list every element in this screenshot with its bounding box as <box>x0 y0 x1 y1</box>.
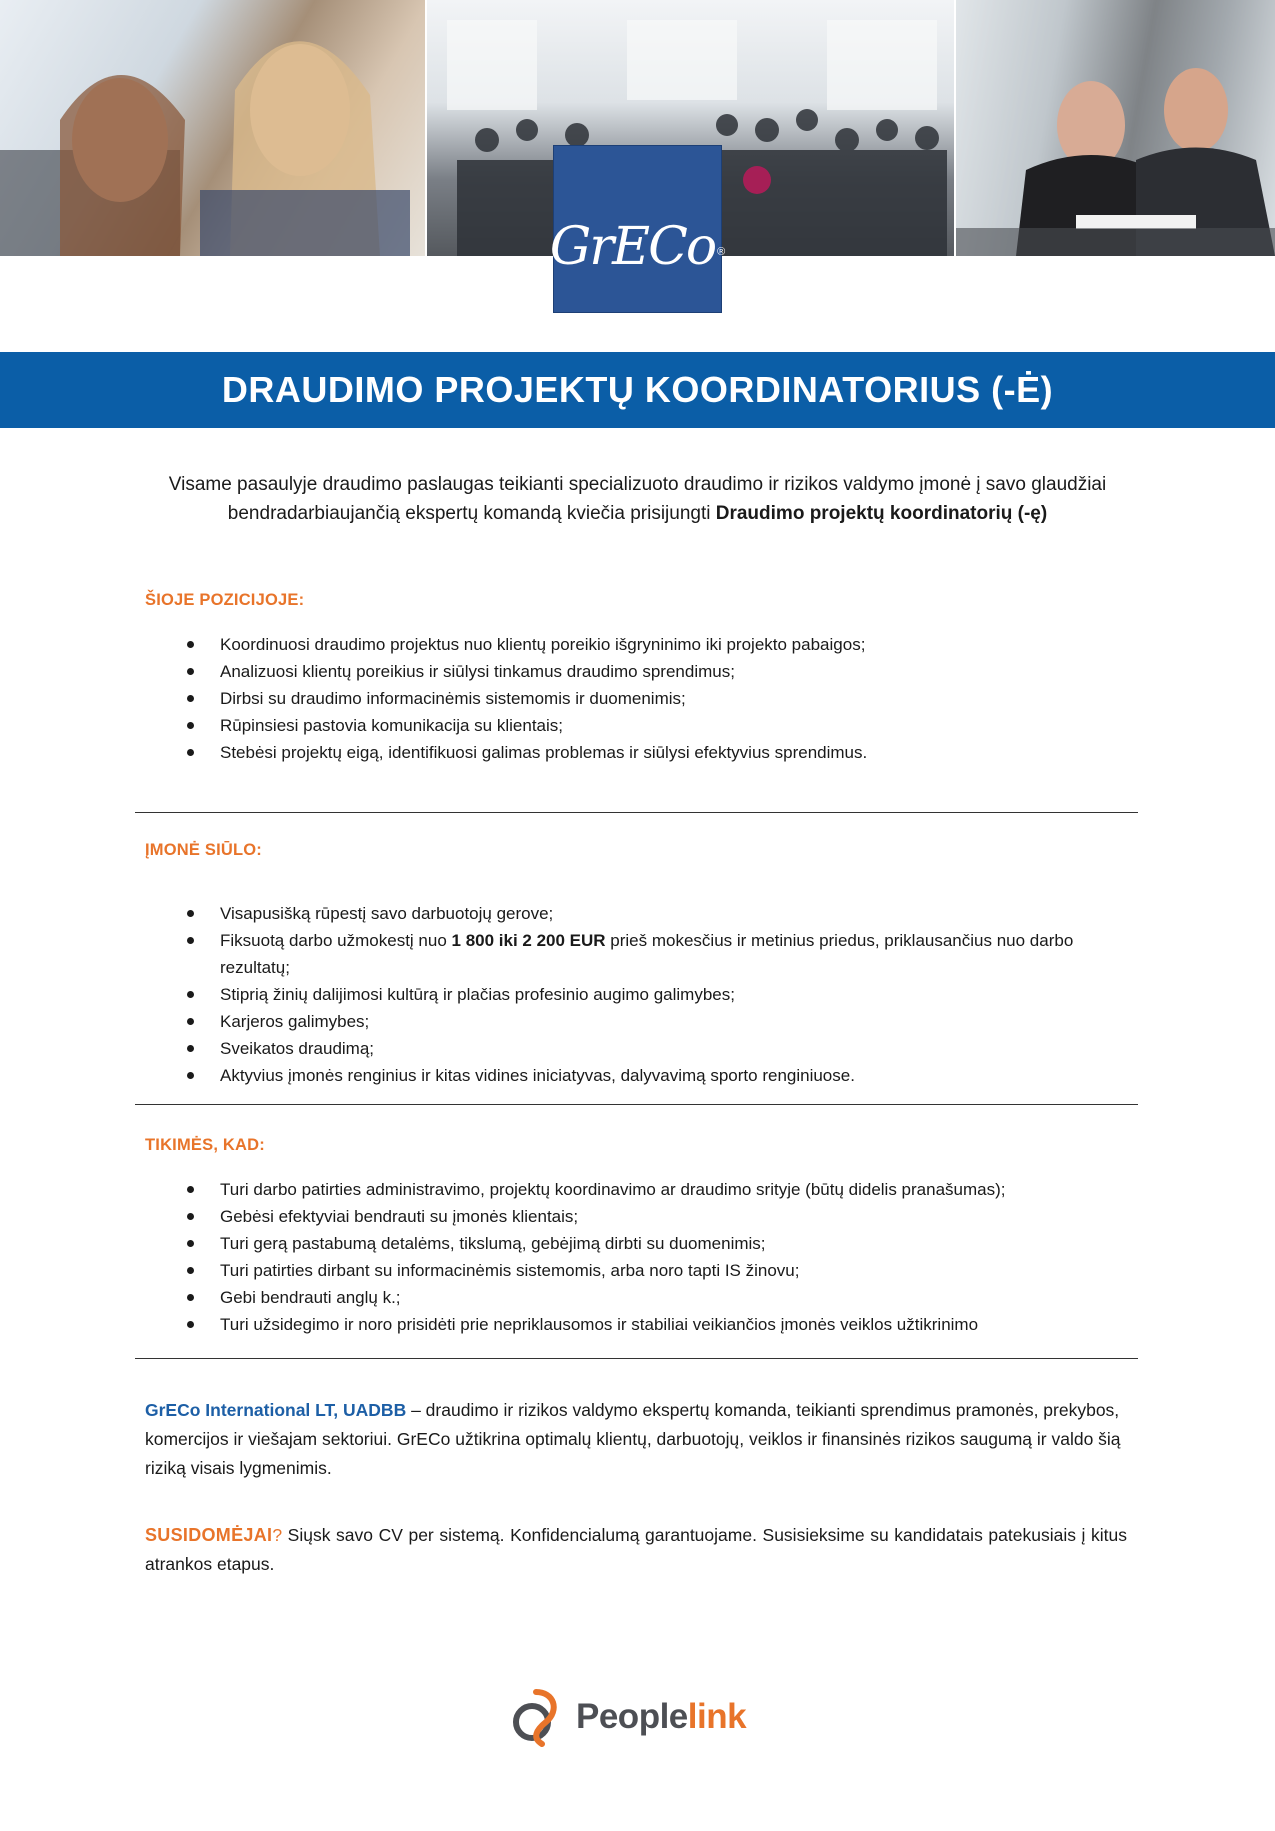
photo-two-women-at-computer <box>0 0 425 256</box>
section-heading-position: ŠIOJE POZICIJOJE: <box>145 591 305 609</box>
cta-highlight: SUSIDOMĖJAI <box>145 1525 273 1545</box>
list-item: Gebėsi efektyviai bendrauti su įmonės klientais; <box>145 1203 1130 1230</box>
divider <box>135 1104 1138 1105</box>
position-list <box>145 631 1130 766</box>
list-item: Stiprią žinių dalijimosi kultūrą ir plačias profesinio augimo galimybes; <box>145 981 1130 1008</box>
list-item: Turi darbo patirties administravimo, projektų koordinavimo ar draudimo srityje (būtų didelis pranašumas); <box>145 1176 1130 1203</box>
salary-text-before: Fiksuotą darbo užmokestį nuo <box>220 931 452 950</box>
section-heading-expect: TIKIMĖS, KAD: <box>145 1136 265 1154</box>
list-item: Aktyvius įmonės renginius ir kitas vidines iniciatyvas, dalyvavimą sporto renginiuose. <box>145 1062 1130 1089</box>
list-item: Karjeros galimybes; <box>145 1008 1130 1035</box>
list-item: Analizuosi klientų poreikius ir siūlysi tinkamus draudimo sprendimus; <box>145 658 1130 685</box>
list-item: Turi gerą pastabumą detalėms, tikslumą, gebėjimą dirbti su duomenimis; <box>145 1230 1130 1257</box>
divider <box>135 1358 1138 1359</box>
peoplelink-wordmark <box>576 1697 746 1737</box>
list-item: Dirbsi su draudimo informacinėmis sistemomis ir duomenimis; <box>145 685 1130 712</box>
intro-paragraph <box>120 470 1155 528</box>
peoplelink-mark-icon <box>506 1686 568 1748</box>
list-item <box>145 927 1130 981</box>
greco-logo-text: GrECo <box>549 217 716 277</box>
divider <box>135 812 1138 813</box>
cta-question-mark: ? <box>272 1525 283 1545</box>
registered-mark-icon: ® <box>717 246 726 258</box>
list-item: Visapusišką rūpestį savo darbuotojų gerove; <box>145 900 1130 927</box>
section-heading-offer: ĮMONĖ SIŪLO: <box>145 841 262 859</box>
company-description <box>145 1396 1127 1483</box>
call-to-action <box>145 1521 1127 1579</box>
list-item: Turi užsidegimo ir noro prisidėti prie nepriklausomos ir stabiliai veikiančios įmonės veiklos užtikrinimo <box>145 1311 1130 1338</box>
section-offer <box>145 841 1130 1089</box>
list-item: Turi patirties dirbant su informacinėmis sistemomis, arba noro tapti IS žinovu; <box>145 1257 1130 1284</box>
cta-text: Siųsk savo CV per sistemą. Konfidencialumą garantuojame. Susisieksime su kandidatais patekusiais į kitus atrankos etapus. <box>145 1525 1127 1574</box>
list-item: Sveikatos draudimą; <box>145 1035 1130 1062</box>
title-band <box>0 352 1275 428</box>
section-expect <box>145 1136 1130 1338</box>
brand-part-people: People <box>576 1697 688 1736</box>
expect-list <box>145 1176 1130 1338</box>
intro-position-name: Draudimo projektų koordinatorių (-ę) <box>715 503 1048 524</box>
company-text: – draudimo ir rizikos valdymo ekspertų komanda, teikianti sprendimus pramonės, prekybos, komercijos ir viešajam sektoriui. GrECo užtikrina optimalų klientų, darbuotojų, veiklos ir finansinės rizikos saugumą ir valdo šią riziką visais lygmenimis. <box>145 1400 1121 1478</box>
list-item: Stebėsi projektų eigą, identifikuosi galimas problemas ir siūlysi efektyvius sprendimus. <box>145 739 1130 766</box>
greco-logo <box>549 145 726 313</box>
photo-two-people-reading <box>956 0 1275 256</box>
section-position <box>145 591 1130 766</box>
list-item: Gebi bendrauti anglų k.; <box>145 1284 1130 1311</box>
salary-text-after: prieš mokesčius ir metinius priedus, priklausančius nuo darbo rezultatų; <box>220 931 1074 977</box>
brand-part-link: link <box>687 1697 747 1736</box>
salary-range: 1 800 iki 2 200 EUR <box>451 931 606 950</box>
intro-text: Visame pasaulyje draudimo paslaugas teikianti specializuoto draudimo ir rizikos valdymo įmonė į savo glaudžiai bendradarbiaujančią ekspertų komandą kviečia prisijungti <box>168 474 1107 524</box>
peoplelink-logo <box>506 1685 746 1749</box>
company-name: GrECo International LT, UADBB <box>145 1400 407 1420</box>
list-item: Koordinuosi draudimo projektus nuo klientų poreikio išgryninimo iki projekto pabaigos; <box>145 631 1130 658</box>
offer-list <box>145 900 1130 1089</box>
list-item: Rūpinsiesi pastovia komunikacija su klientais; <box>145 712 1130 739</box>
page-title: DRAUDIMO PROJEKTŲ KOORDINATORIUS (-Ė) <box>221 369 1054 410</box>
